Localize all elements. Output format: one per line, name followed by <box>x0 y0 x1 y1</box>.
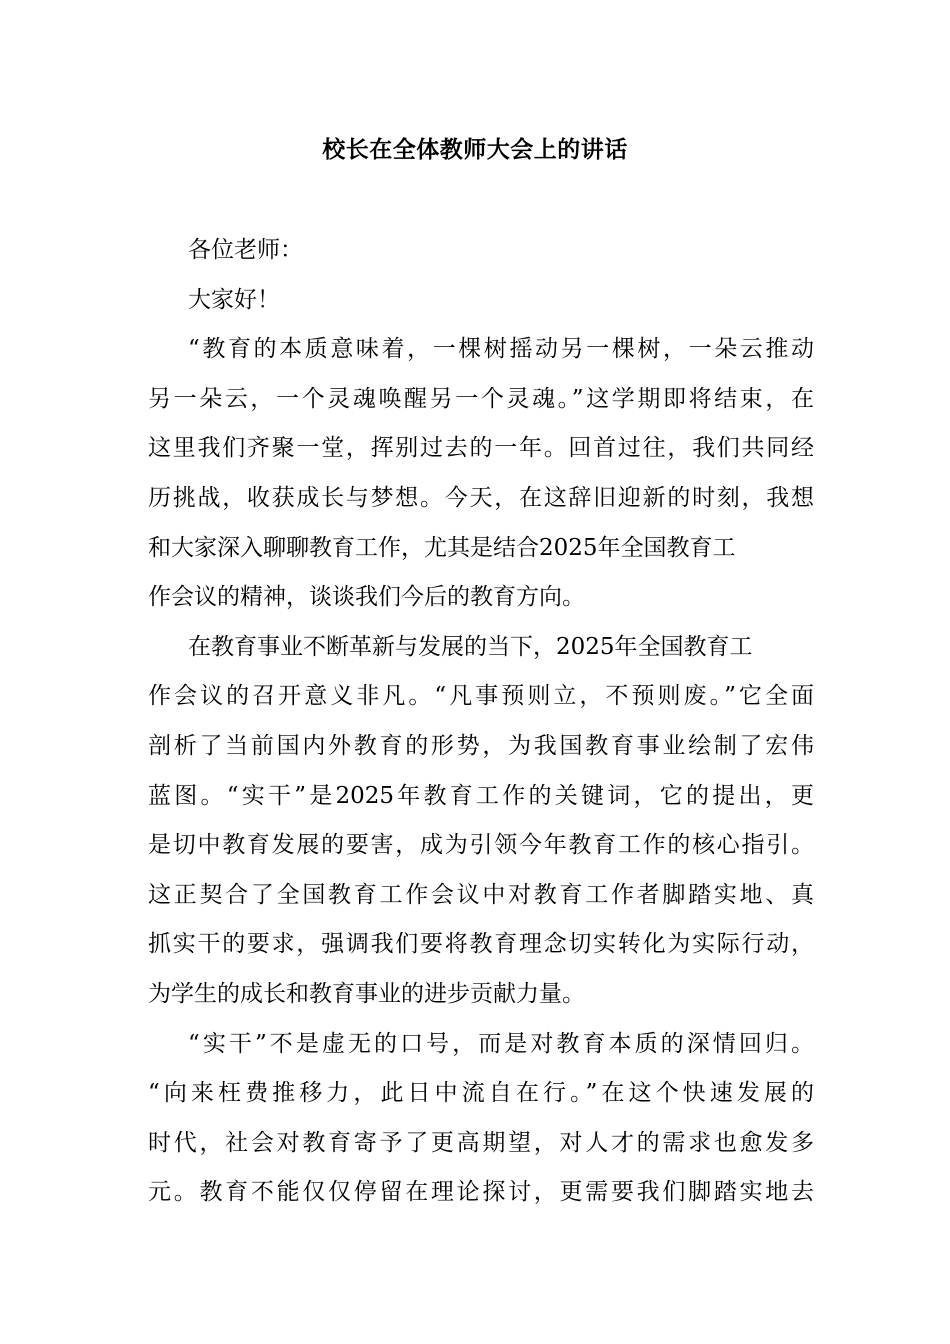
paragraph-line: 作会议的召开意义非凡。“凡事预则立，不预则废。”它全面 <box>148 683 814 710</box>
paragraph-line: 剖析了当前国内外教育的形势，为我国教育事业绘制了宏伟 <box>148 732 814 759</box>
paragraph-line: 这正契合了全国教育工作会议中对教育工作者脚踏实地、真 <box>148 881 814 908</box>
paragraph-line: “实干”不是虚无的口号，而是对教育本质的深情回归。 <box>188 1030 814 1057</box>
paragraph-line: 另一朵云，一个灵魂唤醒另一个灵魂。”这学期即将结束，在 <box>148 385 814 412</box>
paragraph-line: 抓实干的要求，强调我们要将教育理念切实转化为实际行动， <box>148 931 814 958</box>
paragraph-line: “教育的本质意味着，一棵树摇动另一棵树，一朵云推动 <box>188 336 814 363</box>
paragraph-line: 时代，社会对教育寄予了更高期望，对人才的需求也愈发多 <box>148 1129 814 1156</box>
paragraph-line: 和大家深入聊聊教育工作，尤其是结合2025年全国教育工 <box>148 534 736 561</box>
paragraph-line: 元。教育不能仅仅停留在理论探讨，更需要我们脚踏实地去 <box>148 1179 814 1206</box>
paragraph-line: 蓝图。“实干”是2025年教育工作的关键词，它的提出，更 <box>148 782 814 809</box>
document-body <box>148 226 814 1218</box>
paragraph-line: 为学生的成长和教育事业的进步贡献力量。 <box>148 980 585 1007</box>
paragraph-line: 这里我们齐聚一堂，挥别过去的一年。回首过往，我们共同经 <box>148 435 814 462</box>
greeting: 大家好！ <box>188 286 280 313</box>
paragraph-line: 作会议的精神，谈谈我们今后的教育方向。 <box>148 584 585 611</box>
paragraph-line: 是切中教育发展的要害，成为引领今年教育工作的核心指引。 <box>148 832 814 859</box>
paragraph-line: 历挑战，收获成长与梦想。今天，在这辞旧迎新的时刻，我想 <box>148 484 814 511</box>
paragraph-line: “向来枉费推移力，此日中流自在行。”在这个快速发展的 <box>148 1080 814 1107</box>
paragraph-line: 在教育事业不断革新与发展的当下，2025年全国教育工 <box>188 633 753 660</box>
salutation: 各位老师： <box>188 237 303 263</box>
document-title: 校长在全体教师大会上的讲话 <box>322 136 628 163</box>
